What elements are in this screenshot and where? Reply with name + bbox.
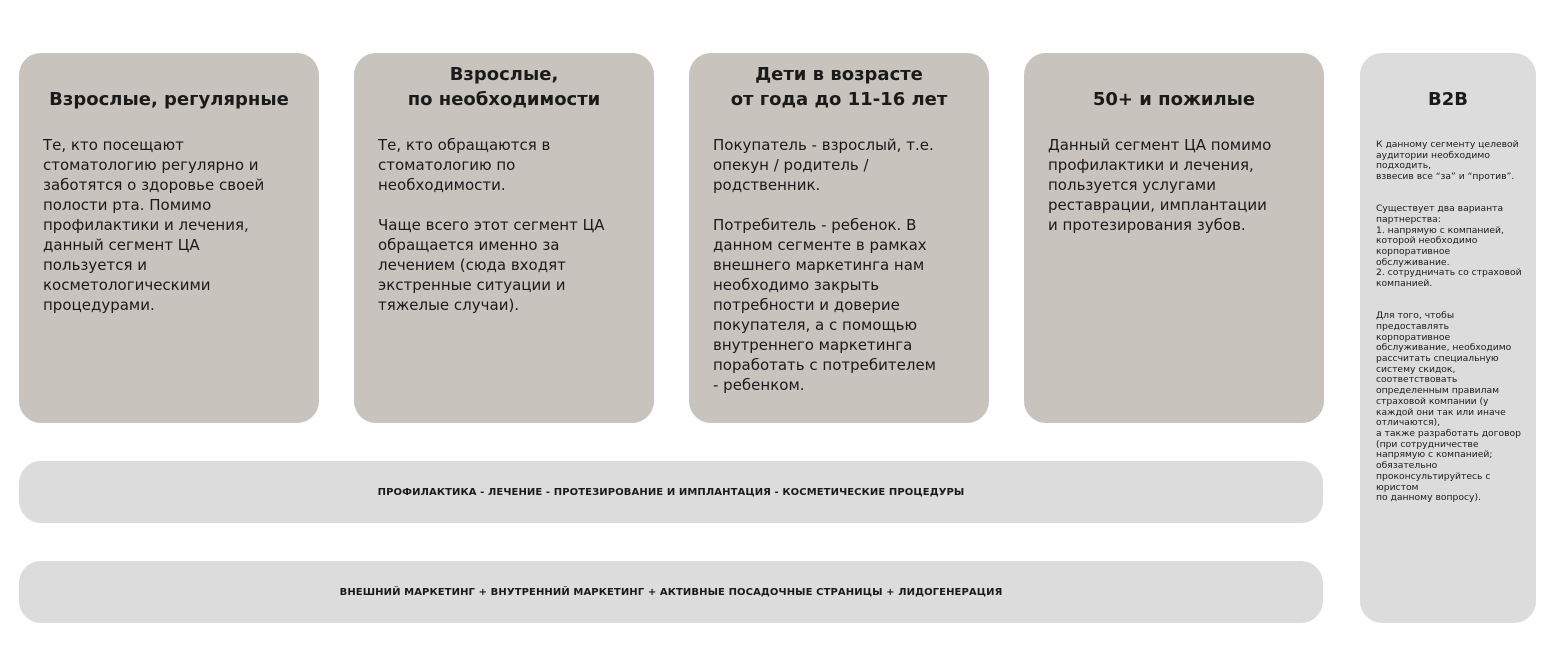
- segment-card-50-plus: [1024, 53, 1324, 423]
- segment-title: Дети в возрасте от года до 11-16 лет: [730, 64, 948, 110]
- b2b-description: К данному сегменту целевой аудитории необходимо подходить, взвесив все “за” и “против”. Существует два варианта партнерства: 1. напрямую с компанией, которой необходимо корпоративное обслуживание. 2. сотрудничать со страховой компанией. Для того, чтобы предоставлять корпоративное обслуживание, необходимо рассчитать специальную систему скидок, соответствовать определенным правилам страховой компании (у каждой они так или иначе отличаются), а также разработать договор (при сотрудничестве напрямую с компанией; обязательно проконсультируйтесь с юристом по данному вопросу).: [1376, 139, 1522, 504]
- b2b-title: B2B: [1428, 89, 1468, 110]
- segment-description: Те, кто обращаются в стоматологию по необходимости. Чаще всего этот сегмент ЦА обращается именно за лечением (сюда входят экстренные ситуации и тяжелые случаи).: [378, 136, 605, 314]
- segment-description: Те, кто посещают стоматологию регулярно и заботятся о здоровье своей полости рта. Помимо профилактики и лечения, данный сегмент ЦА пользуется и косметологическими процедурами.: [43, 136, 265, 314]
- segment-card-adults-regular: [19, 53, 319, 423]
- segment-description: Покупатель - взрослый, т.е. опекун / родитель / родственник. Потребитель - ребенок. В данном сегменте в рамках внешнего маркетинга нам необходимо закрыть потребности и доверие покупателя, а с помощью внутреннего маркетинга поработать с потребителем - ребенком.: [713, 136, 936, 394]
- marketing-bar: ВНЕШНИЙ МАРКЕТИНГ + ВНУТРЕННИЙ МАРКЕТИНГ + АКТИВНЫЕ ПОСАДОЧНЫЕ СТРАНИЦЫ + ЛИДОГЕНЕРАЦИЯ: [19, 561, 1323, 623]
- segment-title: Взрослые, по необходимости: [407, 64, 601, 110]
- services-bar: ПРОФИЛАКТИКА - ЛЕЧЕНИЕ - ПРОТЕЗИРОВАНИЕ И ИМПЛАНТАЦИЯ - КОСМЕТИЧЕСКИЕ ПРОЦЕДУРЫ: [19, 461, 1323, 523]
- segment-title: 50+ и пожилые: [1092, 89, 1256, 110]
- segment-title: Взрослые, регулярные: [49, 89, 289, 110]
- segment-card-adults-as-needed: [354, 53, 654, 423]
- segment-description: Данный сегмент ЦА помимо профилактики и лечения, пользуется услугами реставрации, имплантации и протезирования зубов.: [1048, 136, 1272, 234]
- segment-card-children: [689, 53, 989, 423]
- segment-card-b2b: [1360, 53, 1536, 623]
